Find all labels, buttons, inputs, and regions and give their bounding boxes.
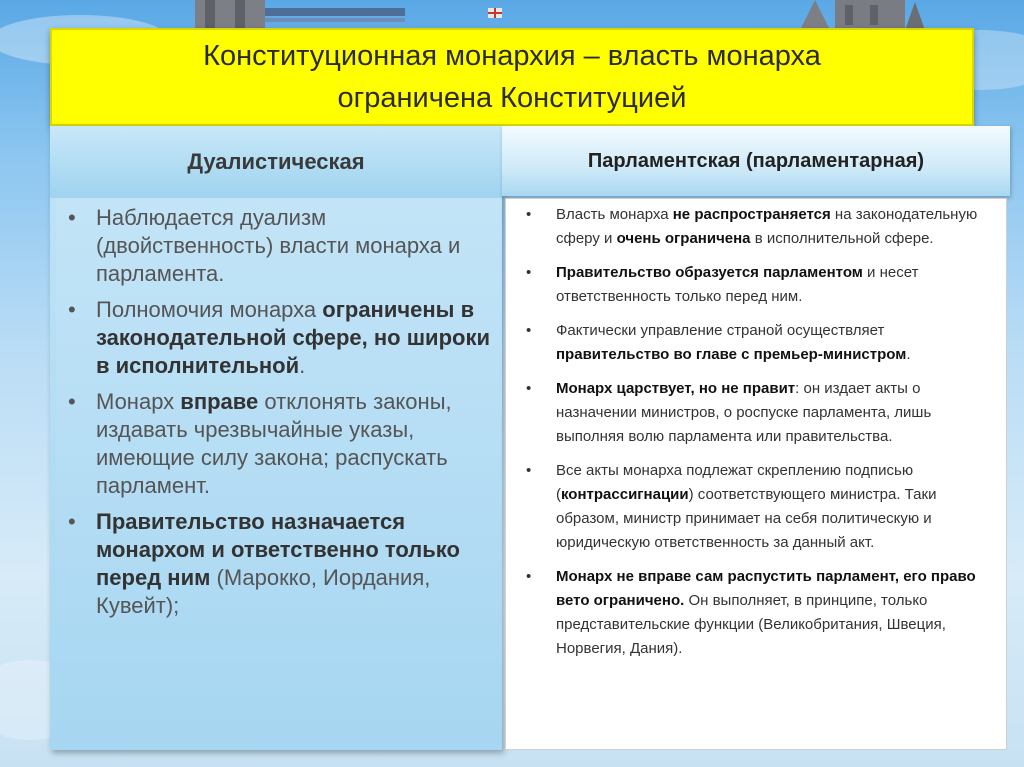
dualistic-header: Дуалистическая [50, 126, 502, 198]
dualistic-item-text: Наблюдается дуализм (двойственность) власти монарха и парламента. [96, 205, 461, 286]
dualistic-list-panel [56, 198, 500, 748]
dualistic-item-text: Полномочия монарха [96, 297, 323, 322]
dualistic-list [64, 204, 492, 620]
parliamentary-item-text: и несет ответственность только перед ним. [556, 264, 919, 305]
parliamentary-item-text: Фактически управление страной осуществляет [556, 322, 885, 339]
dualistic-item [64, 296, 492, 380]
parliamentary-item [514, 319, 998, 367]
slide-title-box [50, 28, 974, 126]
parliamentary-item [514, 459, 998, 555]
dualistic-item-text: вправе [180, 389, 259, 414]
parliamentary-item-text: ) соответствующего министра. Таки образом, министр принимает на себя политическую и юридическую ответственность за данный акт. [556, 486, 937, 551]
slide-title: Конституционная монархия – власть монарха ограничена Конституцией [203, 40, 821, 114]
parliamentary-item-text: : он издает акты о назначении министров, о роспуске парламента, лишь выполняя волю парламента или правительства. [556, 380, 932, 445]
parliamentary-item-text: контрассигнации [561, 486, 689, 503]
parliamentary-item-text: . [906, 346, 911, 363]
parliamentary-item-text: не распространяется [672, 206, 831, 223]
parliamentary-item [514, 565, 998, 661]
parliamentary-item [514, 203, 998, 251]
parliamentary-item [514, 377, 998, 449]
parliamentary-item-text: Он выполняет, в принципе, только представительские функции (Великобритания, Швеция, Норвегия, Дания). [556, 592, 946, 657]
parliamentary-item-text: очень ограничена [616, 230, 751, 247]
parliamentary-item-text: Правительство образуется парламентом [556, 264, 863, 281]
parliamentary-header: Парламентская (парламентарная) [502, 126, 1010, 196]
parliamentary-list-panel [505, 198, 1007, 750]
dualistic-item-text: Монарх [96, 389, 181, 414]
parliamentary-item-text: Власть монарха [556, 206, 673, 223]
parliamentary-item-text: Монарх царствует, но не правит [556, 380, 796, 397]
parliamentary-item [514, 261, 998, 309]
parliamentary-item-text: правительство во главе с премьер-министром [556, 346, 907, 363]
parliamentary-item-text: в исполнительной сфере. [750, 230, 934, 247]
dualistic-item-text: Правительство назначается монархом и ответственно только перед ним [96, 509, 460, 590]
dualistic-item-text: ограничены в законодательной сфере, но широки в исполнительной [96, 297, 490, 378]
dualistic-item-text: отклонять законы, издавать чрезвычайные указы, имеющие силу закона; распускать парламент. [96, 389, 452, 498]
parliamentary-item-text: Монарх не вправе сам распустить парламент, его право вето ограничено. [556, 568, 976, 609]
dualistic-item [64, 508, 492, 620]
dualistic-item-text: . [299, 353, 306, 378]
dualistic-item [64, 388, 492, 500]
dualistic-item [64, 204, 492, 288]
parliamentary-item-text: Все акты монарха подлежат скреплению подписью ( [556, 462, 914, 503]
parliamentary-list [514, 203, 998, 661]
parliamentary-item-text: на законодательную сферу и [556, 206, 978, 247]
dualistic-item-text: (Марокко, Иордания, Кувейт); [96, 565, 431, 618]
